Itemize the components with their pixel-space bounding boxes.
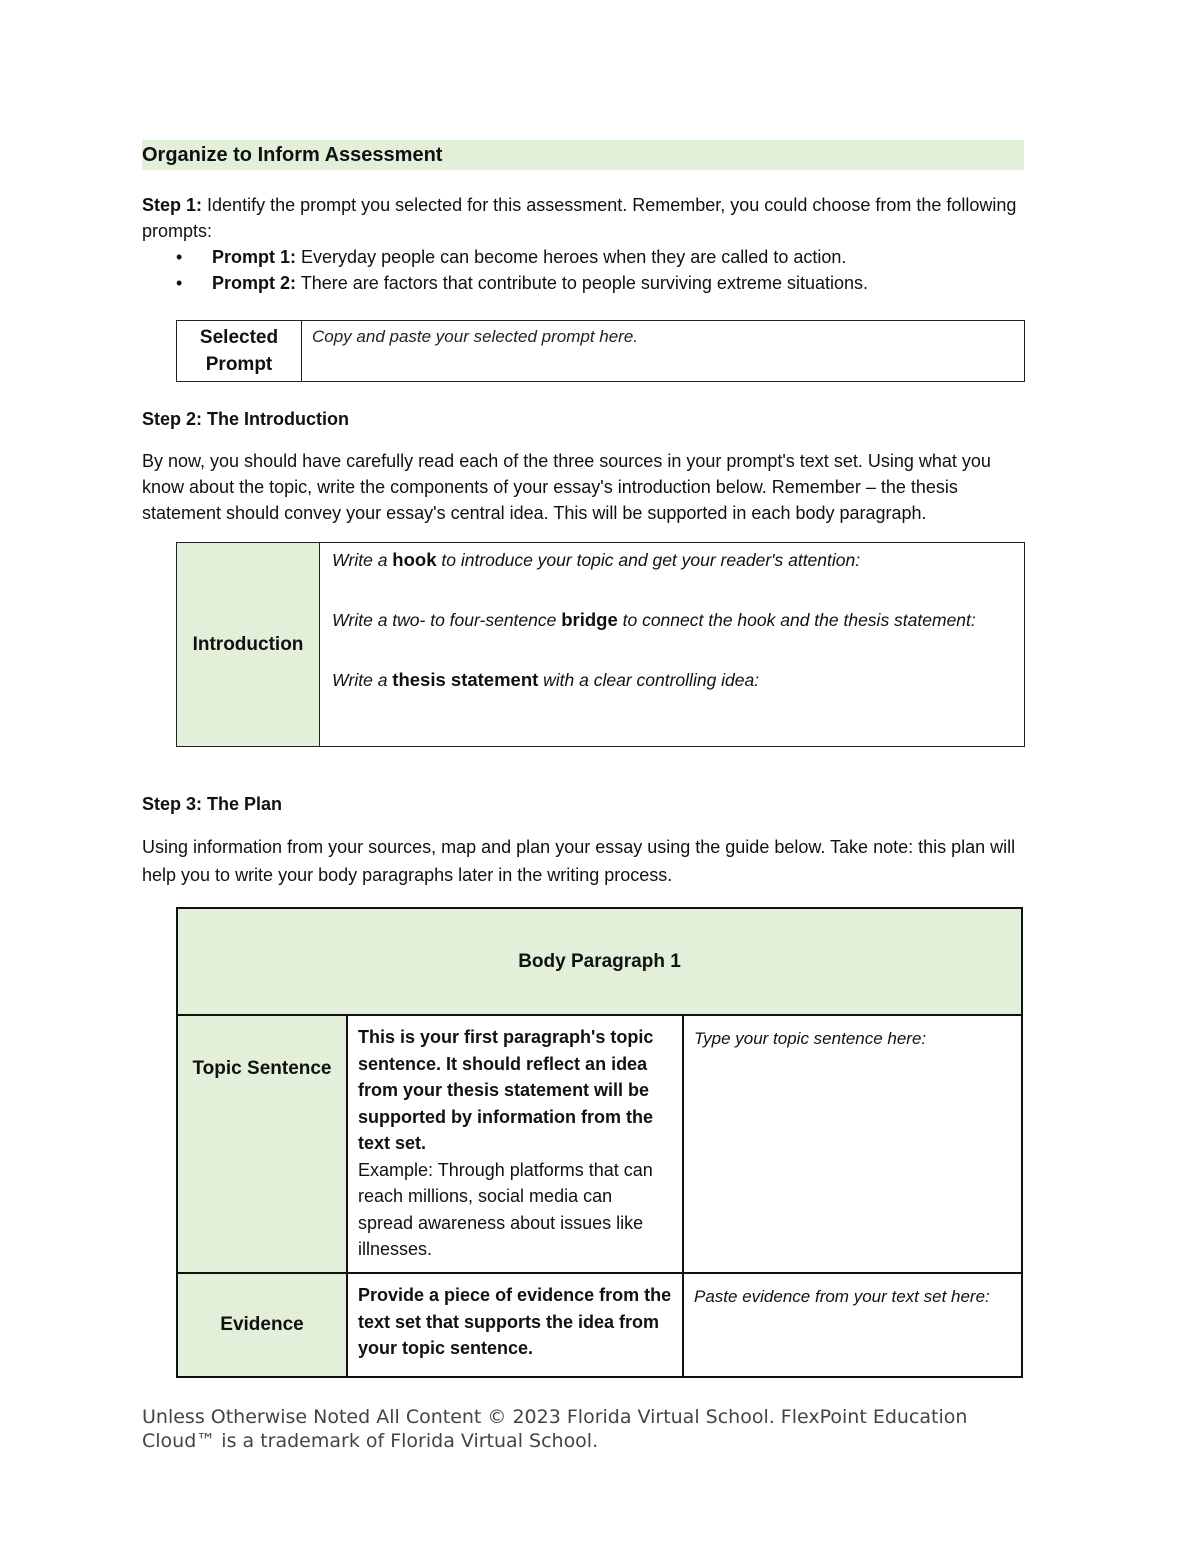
introduction-table	[176, 542, 1025, 747]
thesis-line: Write a thesis statement with a clear controlling idea:	[332, 669, 760, 690]
document-body	[142, 140, 1024, 1378]
selected-label-line-2: Prompt	[205, 354, 273, 375]
step3-heading: Step 3: The Plan	[142, 794, 283, 814]
body-paragraph-table	[176, 907, 1023, 1378]
topic-sentence-field[interactable]	[683, 1015, 1022, 1273]
evidence-field[interactable]	[683, 1273, 1022, 1377]
evidence-hint: Paste evidence from your text set here:	[694, 1287, 990, 1306]
prompt-label: Prompt 1:	[212, 247, 297, 267]
step2-heading: Step 2: The Introduction	[142, 409, 349, 429]
topic-sentence-instructions	[347, 1015, 683, 1273]
step1-heading: Step 1:	[142, 195, 203, 215]
selected-label-line-1: Selected	[199, 327, 279, 348]
selected-prompt-label	[177, 321, 302, 382]
table-row	[177, 543, 1025, 747]
selected-prompt-table	[176, 320, 1025, 382]
list-item	[176, 244, 1024, 270]
prompt-list	[142, 244, 1024, 296]
prompt-text: There are factors that contribute to people surviving extreme situations.	[300, 273, 868, 293]
step3-paragraph: Using information from your sources, map and plan your essay using the guide below. Take note: this plan will help you to write your body paragraphs later in the writing process.	[142, 837, 1016, 885]
hook-line: Write a hook to introduce your topic and get your reader's attention:	[332, 549, 861, 570]
topic-sentence-label: Topic Sentence	[177, 1015, 347, 1273]
topic-sentence-instruction-text: This is your first paragraph's topic sentence. It should reflect an idea from your thesis statement will be supported by information from the text set.	[358, 1027, 654, 1153]
step1-intro	[142, 192, 1024, 244]
prompt-label: Prompt 2:	[212, 273, 297, 293]
step1-text: Identify the prompt you selected for this assessment. Remember, you could choose from the following prompts:	[142, 195, 1017, 241]
introduction-field[interactable]	[320, 543, 1025, 747]
table-row	[177, 321, 1025, 382]
table-row	[177, 1015, 1022, 1273]
table-row	[177, 1273, 1022, 1377]
topic-sentence-hint: Type your topic sentence here:	[694, 1029, 927, 1048]
evidence-label: Evidence	[177, 1273, 347, 1377]
introduction-label: Introduction	[177, 543, 320, 747]
body-paragraph-heading: Body Paragraph 1	[177, 908, 1022, 1015]
copyright-footer: Unless Otherwise Noted All Content © 2023 Florida Virtual School. FlexPoint Education Cloud™ is a trademark of Florida Virtual School.	[142, 1406, 968, 1452]
prompt-text: Everyday people can become heroes when they are called to action.	[301, 247, 847, 267]
selected-prompt-hint: Copy and paste your selected prompt here.	[312, 327, 639, 346]
step2-paragraph: By now, you should have carefully read each of the three sources in your prompt's text set. Using what you know about the topic, write the components of your essay's introduction below. Remember – the thesis statement should convey your essay's central idea. This will be supported in each body paragraph.	[142, 451, 991, 523]
page-title: Organize to Inform Assessment	[142, 140, 1024, 170]
list-item	[176, 270, 1024, 296]
bridge-line: Write a two- to four-sentence bridge to connect the hook and the thesis statement:	[332, 609, 976, 630]
topic-sentence-example: Example: Through platforms that can reach millions, social media can spread awareness about issues like illnesses.	[358, 1159, 653, 1259]
table-row	[177, 908, 1022, 1015]
evidence-instructions: Provide a piece of evidence from the text set that supports the idea from your topic sentence.	[347, 1273, 683, 1377]
selected-prompt-field[interactable]	[302, 321, 1025, 382]
